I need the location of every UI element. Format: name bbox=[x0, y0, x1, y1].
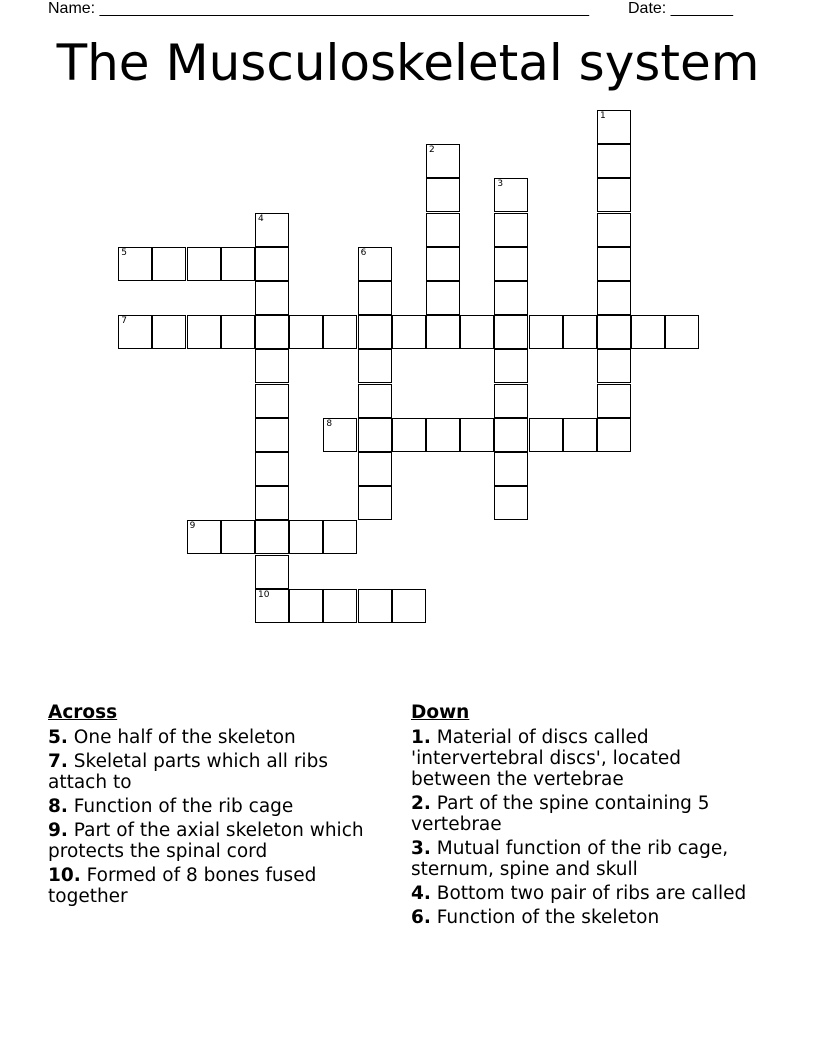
across-clue bbox=[48, 796, 378, 817]
grid-cell[interactable] bbox=[597, 315, 631, 349]
grid-cell[interactable] bbox=[152, 247, 186, 281]
clue-num: 1. bbox=[411, 727, 431, 748]
grid-cell[interactable] bbox=[529, 418, 563, 452]
grid-cell[interactable] bbox=[494, 178, 528, 212]
grid-cell[interactable] bbox=[494, 452, 528, 486]
grid-cell[interactable] bbox=[221, 247, 255, 281]
clue-number: 2 bbox=[429, 145, 435, 156]
grid-cell[interactable] bbox=[426, 247, 460, 281]
clue-number: 1 bbox=[600, 111, 606, 121]
grid-cell[interactable] bbox=[563, 315, 597, 349]
grid-cell[interactable] bbox=[358, 315, 392, 349]
down-heading: Down bbox=[411, 702, 470, 723]
grid-cell[interactable] bbox=[255, 384, 289, 418]
grid-cell[interactable] bbox=[358, 349, 392, 383]
grid-cell[interactable] bbox=[426, 213, 460, 247]
clue-num: 2. bbox=[411, 793, 431, 814]
grid-cell[interactable] bbox=[255, 555, 289, 589]
grid-cell[interactable] bbox=[597, 110, 631, 144]
grid-cell[interactable] bbox=[221, 315, 255, 349]
down-clue bbox=[411, 793, 751, 835]
grid-cell[interactable] bbox=[426, 178, 460, 212]
grid-cell[interactable] bbox=[494, 213, 528, 247]
clue-text: Function of the rib cage bbox=[67, 796, 294, 817]
clue-number: 8 bbox=[326, 418, 333, 429]
clue-number: 5 bbox=[121, 247, 127, 258]
grid-cell[interactable] bbox=[426, 315, 460, 349]
grid-cell[interactable] bbox=[358, 486, 392, 520]
grid-cell[interactable] bbox=[118, 247, 152, 281]
grid-cell[interactable] bbox=[255, 418, 289, 452]
grid-cell[interactable] bbox=[597, 281, 631, 315]
grid-cell[interactable] bbox=[323, 589, 357, 623]
clue-num: 7. bbox=[48, 751, 68, 772]
grid-cell[interactable] bbox=[255, 247, 289, 281]
grid-cell[interactable] bbox=[494, 281, 528, 315]
grid-cell[interactable] bbox=[494, 418, 528, 452]
clue-number: 9 bbox=[189, 521, 196, 532]
clue-text: Part of the spine containing 5 vertebrae bbox=[411, 793, 710, 835]
name-field-label[interactable]: Name: _______________________________________________________ bbox=[48, 0, 589, 17]
down-clue bbox=[411, 907, 751, 928]
grid-cell[interactable] bbox=[494, 384, 528, 418]
grid-cell[interactable] bbox=[118, 315, 152, 349]
clue-number: 10 bbox=[258, 589, 270, 600]
down-clues bbox=[411, 702, 751, 931]
grid-cell[interactable] bbox=[152, 315, 186, 349]
clue-text: Formed of 8 bones fused together bbox=[48, 865, 317, 907]
clue-number: 6 bbox=[360, 247, 367, 258]
clue-text: Bottom two pair of ribs are called bbox=[430, 883, 747, 904]
grid-cell[interactable] bbox=[597, 247, 631, 281]
clue-text: Material of discs called 'intervertebral discs', located between the vertebrae bbox=[411, 727, 681, 790]
grid-cell[interactable] bbox=[289, 315, 323, 349]
down-clue bbox=[411, 838, 751, 880]
grid-cell[interactable] bbox=[255, 349, 289, 383]
grid-cell[interactable] bbox=[597, 418, 631, 452]
clue-num: 10. bbox=[48, 865, 81, 886]
clue-num: 9. bbox=[48, 820, 68, 841]
date-field-label[interactable]: Date: _______ bbox=[628, 0, 733, 17]
across-clues bbox=[48, 702, 378, 910]
grid-cell[interactable] bbox=[358, 589, 392, 623]
clue-number: 4 bbox=[258, 213, 264, 224]
clue-num: 6. bbox=[411, 907, 431, 928]
down-clue bbox=[411, 883, 751, 904]
grid-cell[interactable] bbox=[426, 418, 460, 452]
grid-cell[interactable] bbox=[597, 178, 631, 212]
down-list bbox=[411, 727, 751, 928]
grid-cell[interactable] bbox=[255, 589, 289, 623]
clue-text: Part of the axial skeleton which protects the spinal cord bbox=[48, 820, 364, 862]
clue-text: Function of the skeleton bbox=[430, 907, 660, 928]
grid-cell[interactable] bbox=[494, 486, 528, 520]
grid-cell[interactable] bbox=[289, 589, 323, 623]
grid-cell[interactable] bbox=[358, 247, 392, 281]
grid-cell[interactable] bbox=[358, 452, 392, 486]
clue-num: 5. bbox=[48, 727, 68, 748]
grid-cell[interactable] bbox=[631, 315, 665, 349]
grid-cell[interactable] bbox=[323, 418, 357, 452]
clue-num: 3. bbox=[411, 838, 431, 859]
grid-cell[interactable] bbox=[358, 384, 392, 418]
grid-cell[interactable] bbox=[289, 520, 323, 554]
across-list bbox=[48, 727, 378, 907]
grid-cell[interactable] bbox=[221, 520, 255, 554]
clue-text: Skeletal parts which all ribs attach to bbox=[48, 751, 328, 793]
grid-cell[interactable] bbox=[494, 247, 528, 281]
across-clue bbox=[48, 751, 378, 793]
grid-cell[interactable] bbox=[597, 384, 631, 418]
grid-cell[interactable] bbox=[665, 315, 699, 349]
grid-cell[interactable] bbox=[460, 418, 494, 452]
grid-cell[interactable] bbox=[529, 315, 563, 349]
grid-cell[interactable] bbox=[597, 144, 631, 178]
grid-cell[interactable] bbox=[255, 213, 289, 247]
grid-cell[interactable] bbox=[358, 418, 392, 452]
clue-num: 4. bbox=[411, 883, 431, 904]
across-clue bbox=[48, 820, 378, 862]
grid-cell[interactable] bbox=[255, 315, 289, 349]
grid-cell[interactable] bbox=[392, 589, 426, 623]
clue-num: 8. bbox=[48, 796, 68, 817]
clue-text: Mutual function of the rib cage, sternum, spine and skull bbox=[411, 838, 729, 880]
grid-cell[interactable] bbox=[187, 247, 221, 281]
across-heading: Across bbox=[48, 702, 118, 723]
clue-number: 3 bbox=[497, 179, 504, 190]
grid-cell[interactable] bbox=[563, 418, 597, 452]
grid-cell[interactable] bbox=[323, 520, 357, 554]
grid-cell[interactable] bbox=[460, 315, 494, 349]
across-clue bbox=[48, 727, 378, 748]
clue-number: 7 bbox=[121, 316, 127, 327]
grid-cell[interactable] bbox=[597, 349, 631, 383]
grid-cell[interactable] bbox=[358, 281, 392, 315]
grid-cell[interactable] bbox=[392, 418, 426, 452]
clue-text: One half of the skeleton bbox=[67, 727, 296, 748]
across-clue bbox=[48, 865, 378, 907]
grid-cell[interactable] bbox=[255, 452, 289, 486]
grid-cell[interactable] bbox=[255, 486, 289, 520]
grid-cell[interactable] bbox=[255, 281, 289, 315]
grid-cell[interactable] bbox=[323, 315, 357, 349]
grid-cell[interactable] bbox=[597, 213, 631, 247]
down-clue bbox=[411, 727, 751, 790]
grid-cell[interactable] bbox=[392, 315, 426, 349]
grid-cell[interactable] bbox=[187, 520, 221, 554]
grid-cell[interactable] bbox=[187, 315, 221, 349]
page-title: The Musculoskeletal system bbox=[56, 34, 760, 92]
grid-cell[interactable] bbox=[494, 349, 528, 383]
grid-cell[interactable] bbox=[494, 315, 528, 349]
grid-cell[interactable] bbox=[426, 281, 460, 315]
grid-cell[interactable] bbox=[426, 144, 460, 178]
grid-cell[interactable] bbox=[255, 520, 289, 554]
